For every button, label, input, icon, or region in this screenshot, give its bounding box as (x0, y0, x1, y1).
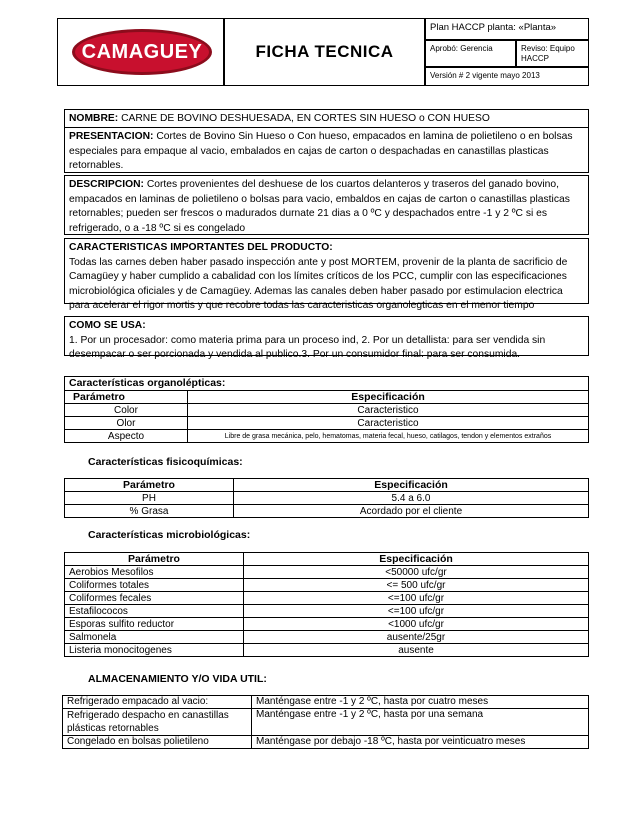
fisicoquimicas-title: Características fisicoquímicas: (88, 456, 243, 468)
approved-by: Aprobó: Gerencia (425, 40, 516, 67)
storage-spec-cell: Manténgase entre -1 y 2 ºC, hasta por una semana (252, 709, 589, 736)
table-row (65, 430, 589, 443)
table-row (65, 505, 589, 518)
caracteristicas-text: Todas las carnes deben haber pasado inspección ante y post MORTEM, provenir de la planta de sacrificio de Camagüey y haber cumplido a cabalidad con los límites críticos de los PCC, cumplir con las especificaciones microbiológica oficiales y de Camagüey. Ademas las canales deben haber pasado por estimulacion electrica para acelerar el rigor mortis y que recobre todas las caracteristicas organolegticas en el menor tiempo (69, 256, 568, 311)
organolepticas-col1: Parámetro (65, 391, 188, 404)
param-cell: Olor (65, 417, 188, 430)
spec-cell: ausente (244, 644, 589, 657)
param-cell: Esporas sulfito reductor (65, 618, 244, 631)
param-cell: Color (65, 404, 188, 417)
table-row (65, 631, 589, 644)
param-cell: % Grasa (65, 505, 234, 518)
almacenamiento-title: ALMACENAMIENTO Y/O VIDA UTIL: (88, 673, 267, 685)
table-row (65, 492, 589, 505)
storage-cell: Congelado en bolsas polietileno (63, 736, 252, 749)
param-cell: Coliformes fecales (65, 592, 244, 605)
nombre-text: CARNE DE BOVINO DESHUESADA, EN CORTES SIN HUESO o CON HUESO (118, 113, 490, 124)
presentacion-box (64, 127, 589, 173)
reviewed-by: Reviso: Equipo HACCP (516, 40, 589, 67)
storage-cell: Refrigerado empacado al vacio: (63, 696, 252, 709)
nombre-label: NOMBRE: (69, 113, 119, 124)
fisicoquimicas-table (64, 478, 589, 518)
microbiologicas-title: Características microbiológicas: (88, 529, 251, 541)
param-cell: Aerobios Mesofilos (65, 566, 244, 579)
table-row (65, 417, 589, 430)
fisicoquimicas-col2: Especificación (234, 479, 589, 492)
spec-cell: Libre de grasa mecánica, pelo, hematomas, materia fecal, hueso, catilagos, tendon y elementos extraños (188, 430, 589, 443)
document-title: FICHA TECNICA (224, 18, 425, 86)
fisicoquimicas-col1: Parámetro (65, 479, 234, 492)
param-cell: Coliformes totales (65, 579, 244, 592)
organolepticas-table (64, 376, 589, 443)
spec-cell: <=100 ufc/gr (244, 605, 589, 618)
param-cell: Listeria monocitogenes (65, 644, 244, 657)
table-row (63, 736, 589, 749)
organolepticas-title: Características organolépticas: (65, 377, 589, 391)
presentacion-text: Cortes de Bovino Sin Hueso o Con hueso, empacados en lamina de polietileno o en bolsas especiales para empaque al vacio, embalados en cajas de carton o despachadas en canastillas plasticas retornables. (69, 131, 573, 171)
como-se-usa-box (64, 316, 589, 360)
organolepticas-col2: Especificación (188, 391, 589, 404)
caracteristicas-box (64, 238, 589, 311)
version: Versión # 2 vigente mayo 2013 (425, 67, 589, 86)
param-cell: Aspecto (65, 430, 188, 443)
microbiologicas-col1: Parámetro (65, 553, 244, 566)
storage-spec-cell: Manténgase por debajo -18 ºC, hasta por veinticuatro meses (252, 736, 589, 749)
table-row (65, 566, 589, 579)
table-row (65, 644, 589, 657)
plan-haccp: Plan HACCP planta: «Planta» (425, 18, 589, 40)
spec-cell: 5.4 a 6.0 (234, 492, 589, 505)
spec-cell: <= 500 ufc/gr (244, 579, 589, 592)
descripcion-box (64, 175, 589, 235)
param-cell: Estafilococos (65, 605, 244, 618)
spec-cell: <=100 ufc/gr (244, 592, 589, 605)
spec-cell: <50000 ufc/gr (244, 566, 589, 579)
spec-cell: <1000 ufc/gr (244, 618, 589, 631)
param-cell: PH (65, 492, 234, 505)
table-row (63, 709, 589, 736)
microbiologicas-col2: Especificación (244, 553, 589, 566)
spec-cell: Caracteristico (188, 404, 589, 417)
almacenamiento-table (62, 695, 589, 749)
spec-cell: ausente/25gr (244, 631, 589, 644)
microbiologicas-table (64, 552, 589, 657)
table-row (63, 696, 589, 709)
presentacion-label: PRESENTACION: (69, 131, 154, 142)
spec-cell: Caracteristico (188, 417, 589, 430)
descripcion-text: Cortes provenientes del deshuese de los cuartos delanteros y traseros del ganado bovino, empacados en laminas de polietileno o bolsas para vacio, embaldos en cajas de carton o canastillas plasticas retornables; pueden ser frescos o madurados durnate 21 dias a 0 ºC y despachados entre -1 y 2 ºC si es refrigerado, o a -18 ºC si es congelado (69, 179, 570, 234)
nombre-box (64, 109, 589, 128)
table-row (65, 605, 589, 618)
table-row (65, 579, 589, 592)
table-row (65, 592, 589, 605)
como-se-usa-text: 1. Por un procesador: como materia prima para un proceso ind, 2. Por un detallista: para ser vendida sin desempacar o ser porcionada y vendida al publico.3. Por un consumidor final: para ser consumida. (69, 334, 546, 360)
logo-text: CAMAGUEY (81, 40, 203, 63)
descripcion-label: DESCRIPCION: (69, 179, 144, 190)
como-se-usa-label: COMO SE USA: (69, 320, 146, 331)
table-row (65, 404, 589, 417)
storage-spec-cell: Manténgase entre -1 y 2 ºC, hasta por cuatro meses (252, 696, 589, 709)
storage-cell: Refrigerado despacho en canastillas plásticas retornables (63, 709, 252, 736)
spec-cell: Acordado por el cliente (234, 505, 589, 518)
param-cell: Salmonela (65, 631, 244, 644)
table-row (65, 618, 589, 631)
caracteristicas-label: CARACTERISTICAS IMPORTANTES DEL PRODUCTO: (69, 242, 333, 253)
